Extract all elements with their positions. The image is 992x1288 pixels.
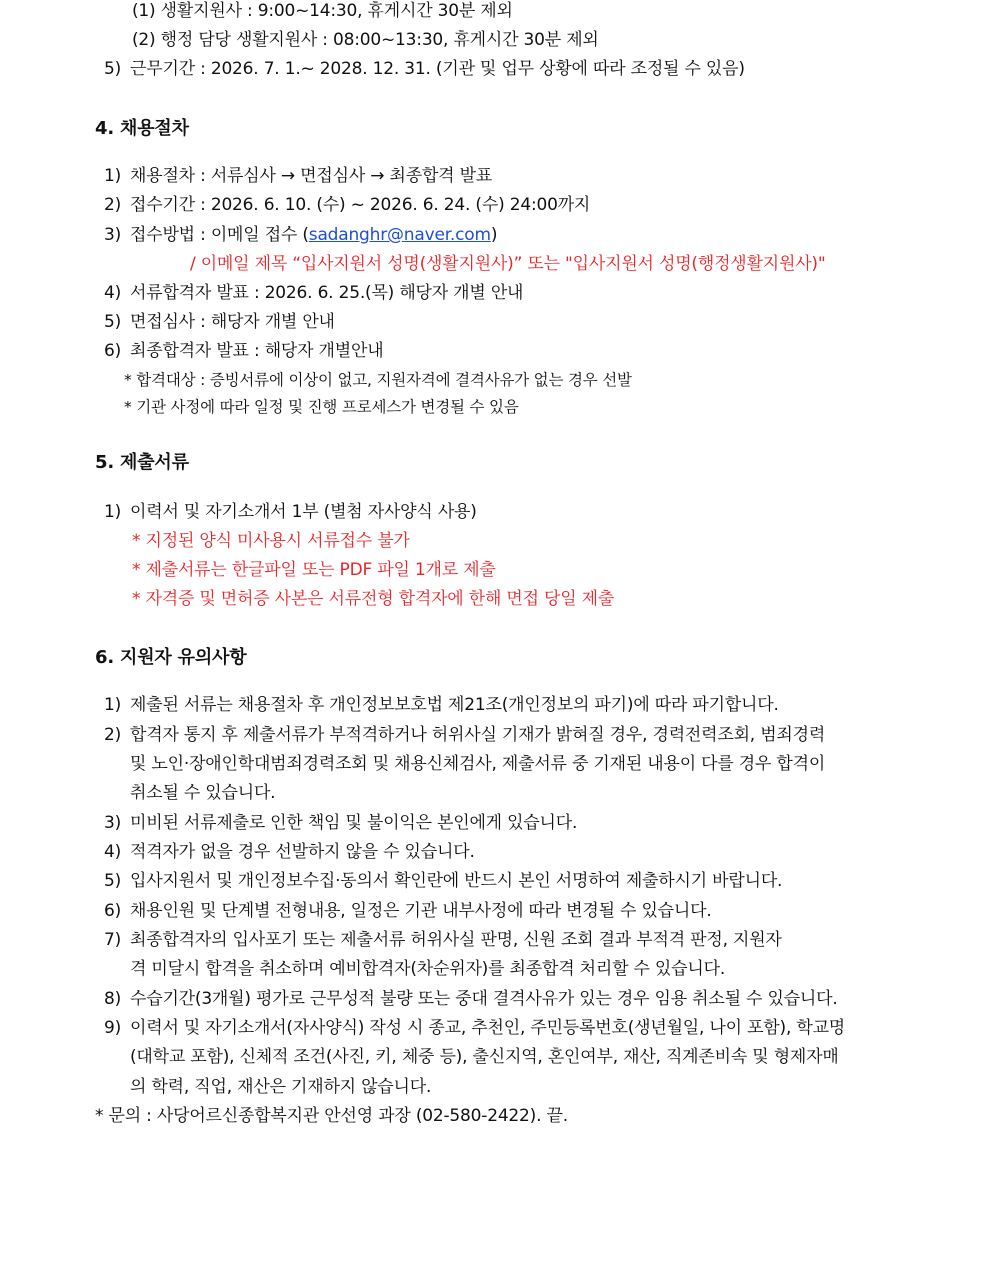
section-6-item-2 (104, 724, 825, 746)
list-number: 5) (104, 312, 122, 332)
work-hours-item-1: (1) 생활지원사 : 9:00~14:30, 휴게시간 30분 제외 (132, 1, 513, 21)
list-item-text: 제출된 서류는 채용절차 후 개인정보보호법 제21조(개인정보의 파기)에 따라 파기합니다. (130, 695, 779, 715)
list-number: 4) (104, 842, 122, 862)
list-number: 5) (104, 871, 122, 891)
list-number: 2) (104, 195, 122, 215)
contact-info: * 문의 : 사당어르신종합복지관 안선영 과장 (02-580-2422). 끝. (95, 1106, 568, 1126)
section-6-item-9-line-2: (대학교 포함), 신체적 조건(사진, 키, 체중 등), 출신지역, 혼인여부, 재산, 직계존비속 및 형제자매 (130, 1047, 839, 1067)
section-6-item-7 (104, 929, 782, 951)
list-number: 4) (104, 283, 122, 303)
section-4-item-4 (104, 282, 523, 304)
list-item-text: 미비된 서류제출로 인한 책임 및 불이익은 본인에게 있습니다. (130, 813, 578, 833)
list-number: 1) (104, 502, 122, 522)
list-number: 7) (104, 930, 122, 950)
section-6-item-7-line-2: 격 미달시 합격을 취소하며 예비합격자(차순위자)를 최종합격 처리할 수 있습니다. (130, 959, 726, 979)
list-item-text: 채용인원 및 단계별 전형내용, 일정은 기관 내부사정에 따라 변경될 수 있습니다. (130, 901, 712, 921)
section-6-item-5 (104, 870, 782, 892)
section-5-item-1 (104, 501, 477, 523)
section-4-item-6 (104, 340, 383, 362)
section-4-note-1: * 합격대상 : 증빙서류에 이상이 없고, 지원자격에 결격사유가 없는 경우 선발 (124, 371, 632, 389)
section-6-item-3 (104, 812, 577, 834)
section-4-title: 4. 채용절차 (95, 118, 189, 139)
list-item-text-after: ) (490, 225, 498, 245)
section-6-item-9 (104, 1017, 845, 1039)
section-6-title: 6. 지원자 유의사항 (95, 647, 247, 668)
list-item-text: 면접심사 : 해당자 개별 안내 (130, 312, 335, 332)
section-4-note-2: * 기관 사정에 따라 일정 및 진행 프로세스가 변경될 수 있음 (124, 398, 519, 416)
section-5-red-note-3: * 자격증 및 면허증 사본은 서류전형 합격자에 한해 면접 당일 제출 (132, 589, 615, 609)
section-6-item-9-line-3: 의 학력, 직업, 재산은 기재하지 않습니다. (130, 1077, 432, 1097)
section-4-item-5 (104, 311, 335, 333)
list-number: 1) (104, 695, 122, 715)
section-4-item-2 (104, 194, 590, 216)
list-item-text: 최종합격자의 입사포기 또는 제출서류 허위사실 판명, 신원 조회 결과 부적격 판정, 지원자 (130, 930, 782, 950)
list-number: 3) (104, 813, 122, 833)
email-link[interactable]: sadanghr@naver.com (308, 225, 491, 245)
list-item-text: 채용절차 : 서류심사 → 면접심사 → 최종합격 발표 (130, 166, 493, 186)
list-number: 3) (104, 225, 122, 245)
list-item-text: 최종합격자 발표 : 해당자 개별안내 (130, 341, 384, 361)
list-item-text: 접수방법 : 이메일 접수 ( (130, 225, 309, 245)
list-item-text: 이력서 및 자기소개서(자사양식) 작성 시 종교, 추천인, 주민등록번호(생년월일, 나이 포함), 학교명 (130, 1018, 846, 1038)
section-4-item-3 (104, 224, 497, 246)
section-6-item-1 (104, 694, 779, 716)
list-item-text: 합격자 통지 후 제출서류가 부적격하거나 허위사실 기재가 밝혀질 경우, 경력전력조회, 범죄경력 (130, 725, 826, 745)
list-item-text: 이력서 및 자기소개서 1부 (별첨 자사양식 사용) (130, 502, 477, 522)
list-item-text: 적격자가 없을 경우 선발하지 않을 수 있습니다. (130, 842, 475, 862)
section-6-item-2-line-3: 취소될 수 있습니다. (130, 783, 276, 803)
list-item-text: 수습기간(3개월) 평가로 근무성적 불량 또는 중대 결격사유가 있는 경우 임용 취소될 수 있습니다. (130, 989, 838, 1009)
list-item-text: 입사지원서 및 개인정보수집·동의서 확인란에 반드시 본인 서명하여 제출하시기 바랍니다. (130, 871, 783, 891)
email-subject-note: / 이메일 제목 “입사지원서 성명(생활지원사)” 또는 "입사지원서 성명(행정생활지원사)" (190, 254, 826, 274)
section-5-red-note-1: * 지정된 양식 미사용시 서류접수 불가 (132, 531, 410, 551)
list-number: 2) (104, 725, 122, 745)
list-number: 6) (104, 341, 122, 361)
section-6-item-4 (104, 841, 475, 863)
work-period-text: 근무기간 : 2026. 7. 1.~ 2028. 12. 31. (기관 및 업무 상황에 따라 조정될 수 있음) (130, 59, 745, 79)
list-number: 8) (104, 989, 122, 1009)
section-5-title: 5. 제출서류 (95, 452, 189, 473)
section-6-item-2-line-2: 및 노인·장애인학대범죄경력조회 및 채용신체검사, 제출서류 중 기재된 내용이 다를 경우 합격이 (130, 754, 826, 774)
list-number: 5) (104, 59, 122, 79)
list-number: 1) (104, 166, 122, 186)
work-hours-item-2: (2) 행정 담당 생활지원사 : 08:00~13:30, 휴게시간 30분 제외 (132, 30, 599, 50)
list-item-text: 접수기간 : 2026. 6. 10. (수) ~ 2026. 6. 24. (수) 24:00까지 (130, 195, 591, 215)
section-4-item-1 (104, 165, 492, 187)
section-6-item-8 (104, 988, 838, 1010)
list-item-text: 서류합격자 발표 : 2026. 6. 25.(목) 해당자 개별 안내 (130, 283, 524, 303)
work-period-line (104, 58, 745, 80)
list-number: 6) (104, 901, 122, 921)
section-5-red-note-2: * 제출서류는 한글파일 또는 PDF 파일 1개로 제출 (132, 560, 496, 580)
list-number: 9) (104, 1018, 122, 1038)
section-6-item-6 (104, 900, 712, 922)
